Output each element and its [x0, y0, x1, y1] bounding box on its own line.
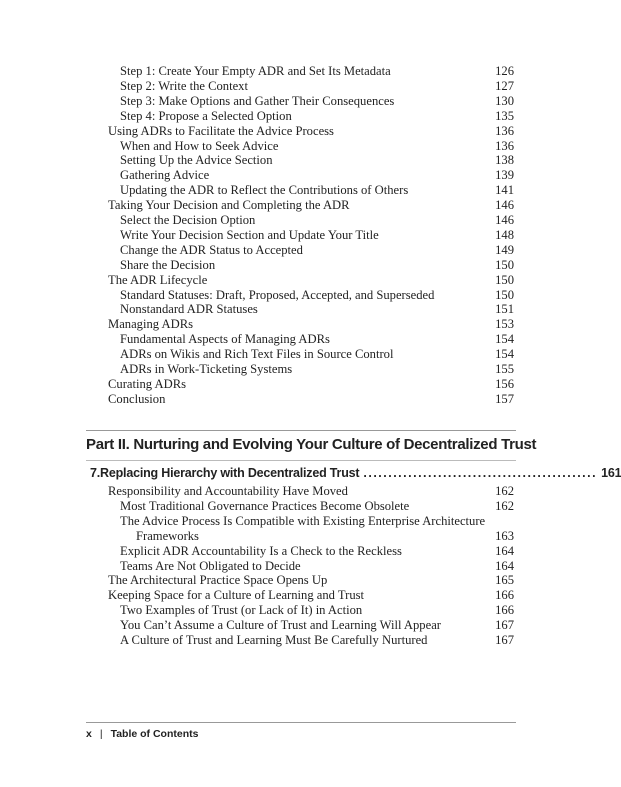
toc-entry-page-number: 154: [495, 347, 514, 362]
toc-entry-title[interactable]: Step 1: Create Your Empty ADR and Set Its Metadata: [120, 64, 391, 78]
toc-entry-page-number: 156: [495, 376, 514, 391]
toc-entry-title[interactable]: Frameworks: [136, 528, 199, 543]
toc-entry-title[interactable]: Keeping Space for a Culture of Learning and Trust: [108, 588, 365, 603]
toc-entry-title[interactable]: Change the ADR Status to Accepted: [120, 242, 303, 257]
toc-entry-page-number: 136: [495, 123, 514, 138]
part-separator: [86, 460, 516, 461]
toc-entry-page-number: 166: [495, 603, 514, 618]
chapter-title: Replacing Hierarchy with Decentralized Trust: [100, 466, 360, 480]
toc-entry-page-number: 151: [495, 302, 514, 317]
toc-entry-title[interactable]: Step 3: Make Options and Gather Their Consequences: [120, 93, 395, 108]
toc-entry-title[interactable]: Most Traditional Governance Practices Become Obsolete: [120, 498, 410, 513]
toc-entry-page-number: 164: [495, 543, 514, 558]
toc-entry-title[interactable]: Managing ADRs: [108, 317, 194, 332]
toc-entry-title[interactable]: Responsibility and Accountability Have Moved: [108, 484, 348, 498]
toc-entry-title[interactable]: Updating the ADR to Reflect the Contributions of Others: [120, 183, 409, 198]
part-title: Part II. Nurturing and Evolving Your Culture of Decentralized Trust: [86, 436, 537, 453]
chapter-page-number: 161: [601, 466, 621, 480]
toc-entry-page-number: 150: [495, 257, 514, 272]
footer-rule: [86, 722, 516, 723]
toc-entry-page-number: 138: [495, 153, 514, 168]
toc-entry-title[interactable]: Share the Decision: [120, 257, 216, 272]
toc-entry-page-number: 135: [495, 108, 514, 123]
chapter-entry[interactable]: [90, 466, 621, 481]
toc-entry-page-number: 136: [495, 138, 514, 153]
footer-page-label: x: [86, 728, 92, 740]
toc-entry-title[interactable]: Step 2: Write the Context: [120, 78, 248, 93]
toc-entry-title[interactable]: When and How to Seek Advice: [120, 138, 279, 153]
toc-entry-page-number: 146: [495, 213, 514, 227]
toc-entry-page-number: 141: [495, 183, 514, 198]
toc-entry-title[interactable]: You Can’t Assume a Culture of Trust and Learning Will Appear: [120, 618, 441, 633]
toc-entry-title[interactable]: Two Examples of Trust (or Lack of It) in Action: [120, 603, 363, 618]
toc-entry-title[interactable]: The Architectural Practice Space Opens Up: [108, 573, 328, 588]
toc-entry-page-number: 127: [495, 78, 514, 93]
toc-entry-title[interactable]: Using ADRs to Facilitate the Advice Process: [108, 123, 334, 138]
footer-section: Table of Contents: [110, 728, 199, 740]
toc-entry-title[interactable]: Gathering Advice: [120, 168, 210, 183]
toc-entry-page-number: 146: [495, 198, 514, 213]
toc-entry-title[interactable]: Write Your Decision Section and Update Your Title: [120, 227, 379, 242]
toc-entry-page-number: 139: [495, 168, 514, 183]
toc-entry-page-number: 155: [495, 362, 514, 376]
toc-entry-page-number: 154: [495, 332, 514, 347]
running-footer: [86, 727, 198, 741]
toc-entry-page-number: 150: [495, 287, 514, 302]
toc-entry-page-number: 130: [495, 93, 514, 108]
toc-entry-page-number: 166: [495, 588, 514, 603]
toc-entry-title[interactable]: Setting Up the Advice Section: [120, 153, 273, 168]
toc-entry-title[interactable]: The Advice Process Is Compatible with Existing Enterprise Architecture: [120, 513, 486, 528]
part-rule: [86, 430, 516, 431]
toc-entry-title[interactable]: A Culture of Trust and Learning Must Be Carefully Nurtured: [120, 633, 428, 647]
toc-entry-page-number: 148: [495, 227, 514, 242]
toc-entry-title[interactable]: Taking Your Decision and Completing the ADR: [108, 198, 350, 213]
toc-entry-page-number: 167: [495, 633, 514, 647]
toc-entry-page-number: 163: [495, 528, 514, 543]
toc-entry-page-number: 126: [495, 64, 514, 78]
toc-entry-title[interactable]: Curating ADRs: [108, 376, 187, 391]
toc-entry-title[interactable]: Teams Are Not Obligated to Decide: [120, 558, 301, 573]
toc-entry-title[interactable]: Step 4: Propose a Selected Option: [120, 108, 292, 123]
toc-entry-title[interactable]: Standard Statuses: Draft, Proposed, Accepted, and Superseded: [120, 287, 435, 302]
toc-entry-title[interactable]: Nonstandard ADR Statuses: [120, 302, 258, 317]
chapter-number: 7.: [90, 466, 101, 480]
toc-entry-page-number: 162: [495, 498, 514, 513]
toc-entry-title[interactable]: Select the Decision Option: [120, 213, 256, 227]
toc-entry-page-number: 153: [495, 317, 514, 332]
toc-entry-page-number: 165: [495, 573, 514, 588]
toc-entry-title[interactable]: Fundamental Aspects of Managing ADRs: [120, 332, 330, 347]
toc-entry-page-number: 157: [495, 391, 514, 406]
toc-entry-page-number: 149: [495, 242, 514, 257]
toc-entry-title[interactable]: ADRs in Work-Ticketing Systems: [120, 362, 293, 376]
toc-entry-title[interactable]: ADRs on Wikis and Rich Text Files in Source Control: [120, 347, 394, 362]
toc-entry-page-number: 162: [495, 484, 514, 498]
toc-entry-page-number: 164: [495, 558, 514, 573]
footer-divider: |: [99, 728, 103, 740]
toc-entry-title[interactable]: Conclusion: [108, 391, 166, 406]
chapter-leader-dots: ...............................................: [363, 466, 598, 480]
toc-entry-title[interactable]: Explicit ADR Accountability Is a Check to the Reckless: [120, 543, 402, 558]
toc-entry-title[interactable]: The ADR Lifecycle: [108, 272, 208, 287]
toc-entry-page-number: 167: [495, 618, 514, 633]
toc-entry-page-number: 150: [495, 272, 514, 287]
